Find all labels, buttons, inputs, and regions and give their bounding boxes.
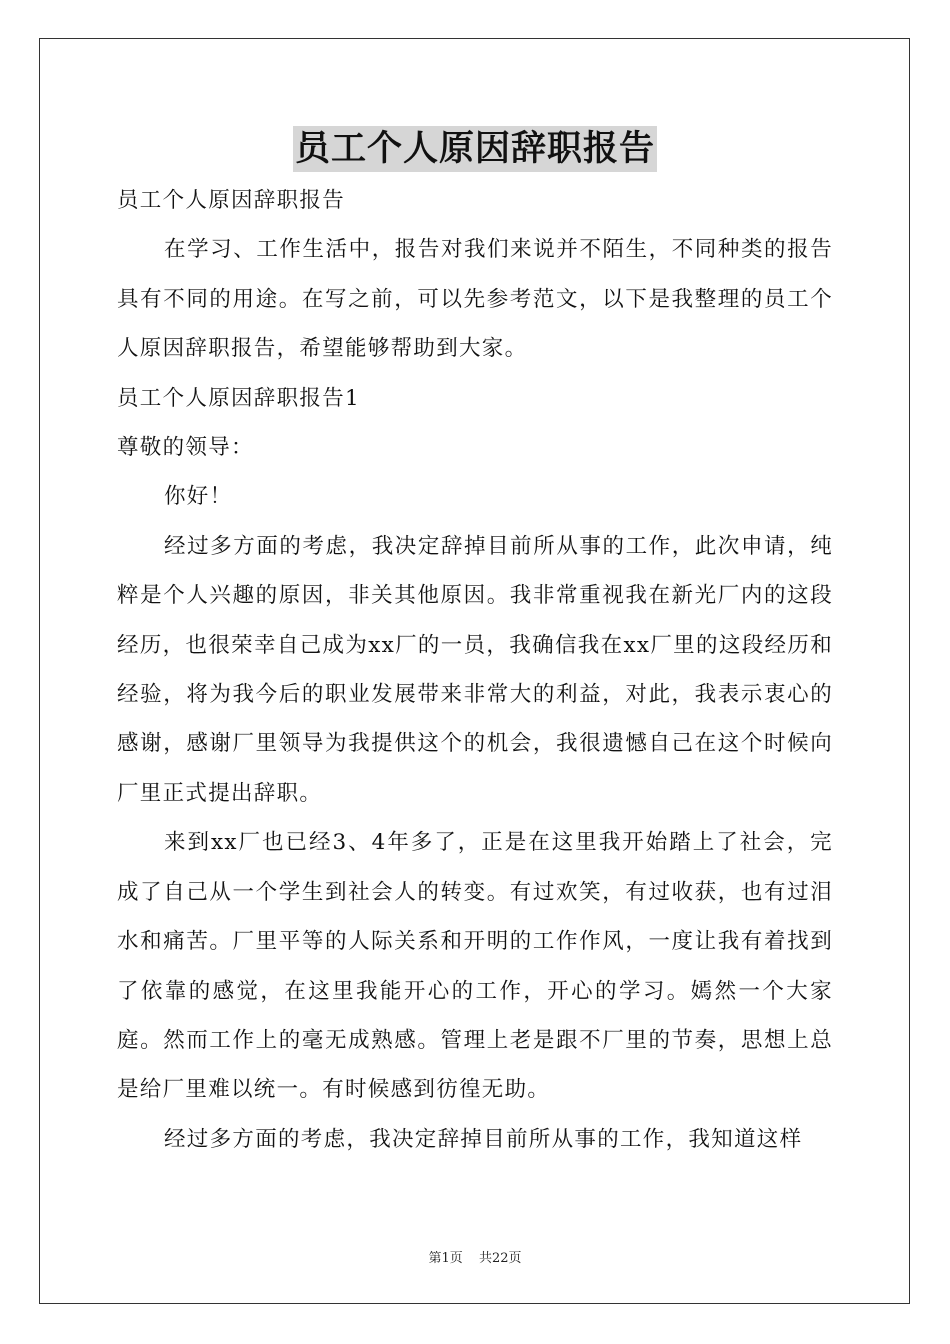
page-number: 第1页 xyxy=(428,1251,463,1266)
document-body xyxy=(117,176,833,1164)
paragraph: 经过多方面的考虑，我决定辞掉目前所从事的工作，此次申请，纯粹是个人兴趣的原因，非关其他原因。我非常重视我在新光厂内的这段经历，也很荣幸自己成为xx厂的一员，我确信我在xx厂里的这段经历和经验，将为我今后的职业发展带来非常大的利益，对此，我表示衷心的感谢，感谢厂里领导为我提供这个的机会，我很遗憾自己在这个时候向厂里正式提出辞职。 xyxy=(117,533,833,806)
paragraph: 尊敬的领导： xyxy=(117,435,254,461)
paragraph: 你好！ xyxy=(164,484,233,510)
paragraph: 员工个人原因辞职报告 xyxy=(117,188,346,213)
paragraph: 来到xx厂也已经3、4年多了，正是在这里我开始踏上了社会，完成了自己从一个学生到社会人的转变。有过欢笑，有过收获，也有过泪水和痛苦。厂里平等的人际关系和开明的工作作风，一度让我有着找到了依靠的感觉，在这里我能开心的工作，开心的学习。嫣然一个大家庭。然而工作上的毫无成熟感。管理上老是跟不厂里的节奏，思想上总是给厂里难以统一。有时候感到彷徨无助。 xyxy=(117,830,833,1103)
paragraph: 在学习、工作生活中，报告对我们来说并不陌生，不同种类的报告具有不同的用途。在写之前，可以先参考范文，以下是我整理的员工个人原因辞职报告，希望能够帮助到大家。 xyxy=(117,237,833,362)
paragraph: 经过多方面的考虑，我决定辞掉目前所从事的工作，我知道这样 xyxy=(164,1126,803,1152)
page-footer xyxy=(0,1247,950,1266)
paragraph: 员工个人原因辞职报告1 xyxy=(117,385,360,411)
document-title: 员工个人原因辞职报告 xyxy=(293,126,657,172)
page-total: 共22页 xyxy=(478,1251,522,1266)
document-title-block xyxy=(0,126,950,172)
